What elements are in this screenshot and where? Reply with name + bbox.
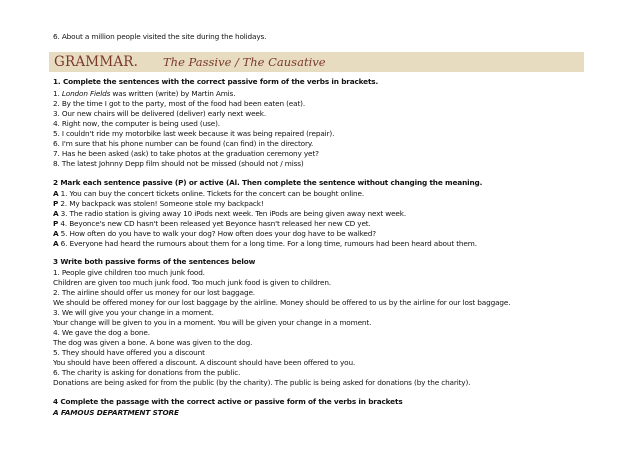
section3-item: 2. The airline should offer us money for our lost baggage. (53, 288, 255, 297)
grammar-banner (49, 52, 584, 72)
answer-mark: A (53, 239, 59, 248)
item-text: 4. Beyonce's new CD hasn't been released yet Beyonce hasn't released her new CD yet. (58, 219, 371, 228)
section2-item (53, 209, 406, 219)
section2-item (53, 239, 477, 249)
book-title: London Fields (61, 89, 111, 98)
item-text: 1. You can buy the concert tickets online. Tickets for the concert can be bought online. (58, 189, 365, 198)
item-text: 2. My backpack was stolen! Someone stole my backpack! (58, 199, 264, 208)
banner-title: GRAMMAR. (54, 54, 139, 70)
section1-item: 8. The latest Johnny Depp film should not be missed (should not / miss) (53, 159, 304, 168)
item-text: 3. The radio station is giving away 10 iPods next week. Ten iPods are being given away next week. (58, 209, 407, 218)
section1-item: 4. Right now, the computer is being used (use). (53, 119, 220, 128)
answer-mark: P (53, 219, 59, 228)
section1-item: 6. I'm sure that his phone number can be found (can find) in the directory. (53, 139, 314, 148)
item-text: 6. Everyone had heard the rumours about them for a long time. For a long time, rumours had been heard about them. (58, 239, 477, 248)
section2-item (53, 219, 371, 229)
item-text: 5. How often do you have to walk your dog? How often does your dog have to be walked? (58, 229, 376, 238)
section3-item: 4. We gave the dog a bone. (53, 328, 150, 337)
section1-heading: 1. Complete the sentences with the correct passive form of the verbs in brackets. (53, 77, 379, 86)
answer-mark: P (53, 199, 59, 208)
section4-subheading: A FAMOUS DEPARTMENT STORE (53, 408, 179, 417)
answer-mark: A (53, 209, 59, 218)
section1-item: 7. Has he been asked (ask) to take photos at the graduation ceremony yet? (53, 149, 319, 158)
section3-item: Children are given too much junk food. Too much junk food is given to children. (53, 278, 331, 287)
section3-item: We should be offered money for our lost baggage by the airline. Money should be offered to us by the airline for our lost baggage. (53, 298, 511, 307)
item-text: was written (write) by Martin Amis. (110, 89, 236, 98)
section1-item: 2. By the time I got to the party, most of the food had been eaten (eat). (53, 99, 306, 108)
section3-item: 1. People give children too much junk food. (53, 268, 205, 277)
section1-item-1 (53, 89, 235, 99)
section2-heading: 2 Mark each sentence passive (P) or active (Al. Then complete the sentence without changing the meaning. (53, 178, 483, 187)
previous-exercise-line: 6. About a million people visited the site during the holidays. (53, 32, 267, 41)
banner-subtitle: The Passive / The Causative (163, 55, 326, 69)
section3-item: You should have been offered a discount. A discount should have been offered to you. (53, 358, 356, 367)
section3-item: Your change will be given to you in a moment. You will be given your change in a moment. (53, 318, 372, 327)
section3-item: 3. We will give you your change in a moment. (53, 308, 214, 317)
section3-item: The dog was given a bone. A bone was given to the dog. (53, 338, 253, 347)
answer-mark: A (53, 229, 59, 238)
section3-item: 5. They should have offered you a discount (53, 348, 205, 357)
section2-item (53, 229, 376, 239)
section1-item: 3. Our new chairs will be delivered (deliver) early next week. (53, 109, 266, 118)
section3-item: Donations are being asked for from the public (by the charity). The public is being asked for donations (by the charity). (53, 378, 471, 387)
section2-item (53, 199, 264, 209)
section4-heading: 4 Complete the passage with the correct active or passive form of the verbs in brackets (53, 397, 403, 406)
answer-mark: A (53, 189, 59, 198)
section3-heading: 3 Write both passive forms of the sentences below (53, 257, 256, 266)
section2-item (53, 189, 364, 199)
section3-item: 6. The charity is asking for donations from the public. (53, 368, 241, 377)
section1-item: 5. I couldn't ride my motorbike last week because it was being repaired (repair). (53, 129, 335, 138)
item-number: 1. (53, 89, 62, 98)
